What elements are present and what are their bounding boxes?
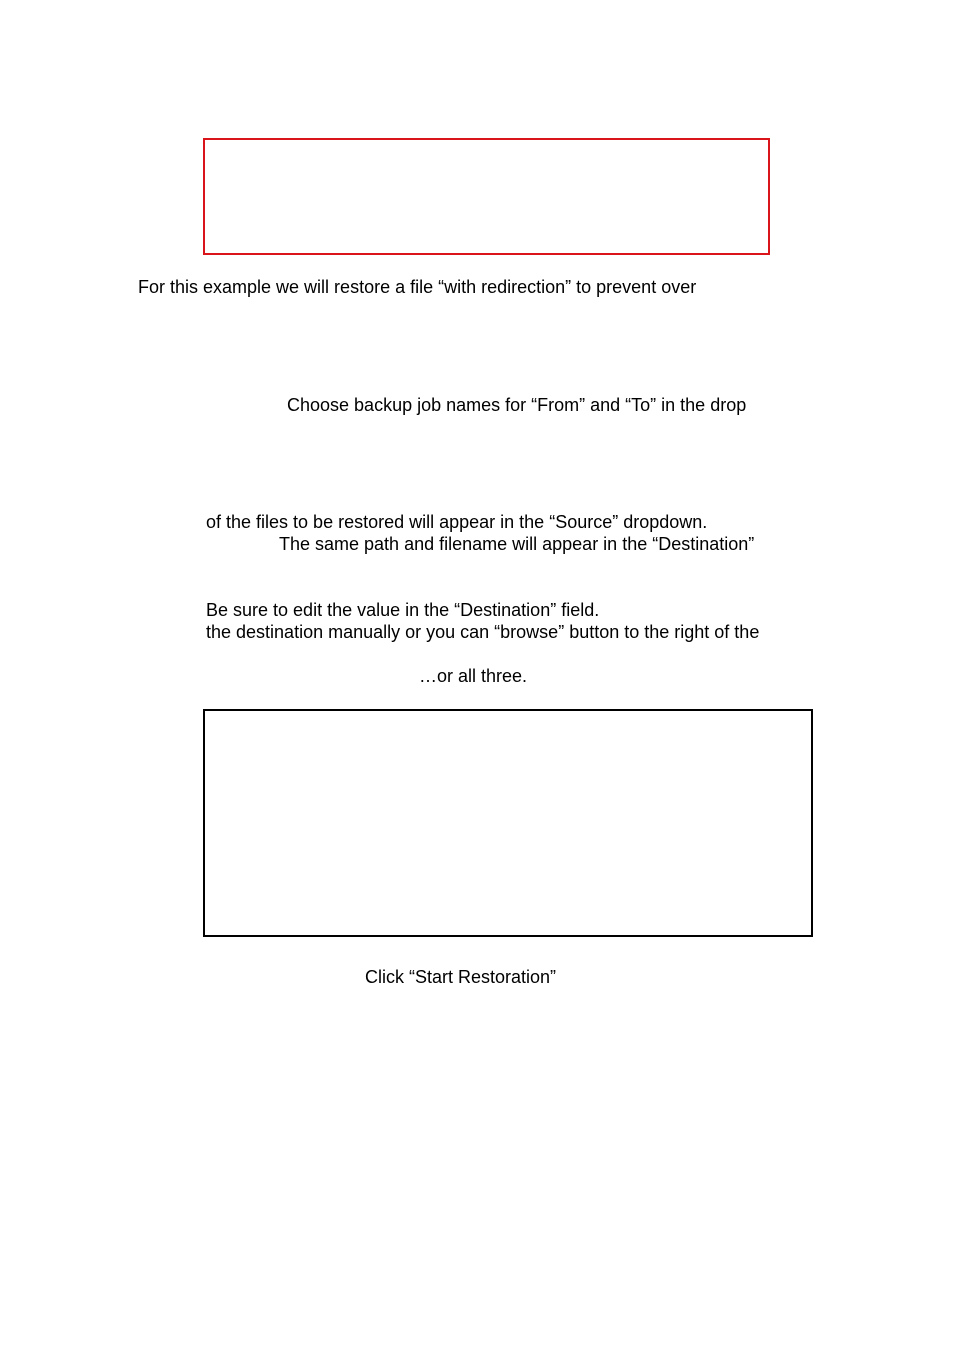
- intro-text-line: For this example we will restore a file “with redirection” to prevent over: [138, 277, 697, 297]
- destination-path-text: The same path and filename will appear in the “Destination”: [279, 534, 755, 554]
- start-restoration-text: Click “Start Restoration”: [365, 967, 557, 987]
- or-all-three-text: …or all three.: [419, 666, 528, 686]
- browse-destination-text: the destination manually or you can “browse” button to the right of the: [206, 622, 760, 642]
- source-dropdown-text: of the files to be restored will appear in the “Source” dropdown.: [206, 512, 708, 532]
- step-choose-jobs-text: Choose backup job names for “From” and “To” in the drop: [287, 395, 747, 415]
- screenshot-placeholder-box: [203, 709, 813, 937]
- highlight-note-box: [203, 138, 770, 255]
- edit-destination-text: Be sure to edit the value in the “Destination” field.: [206, 600, 600, 620]
